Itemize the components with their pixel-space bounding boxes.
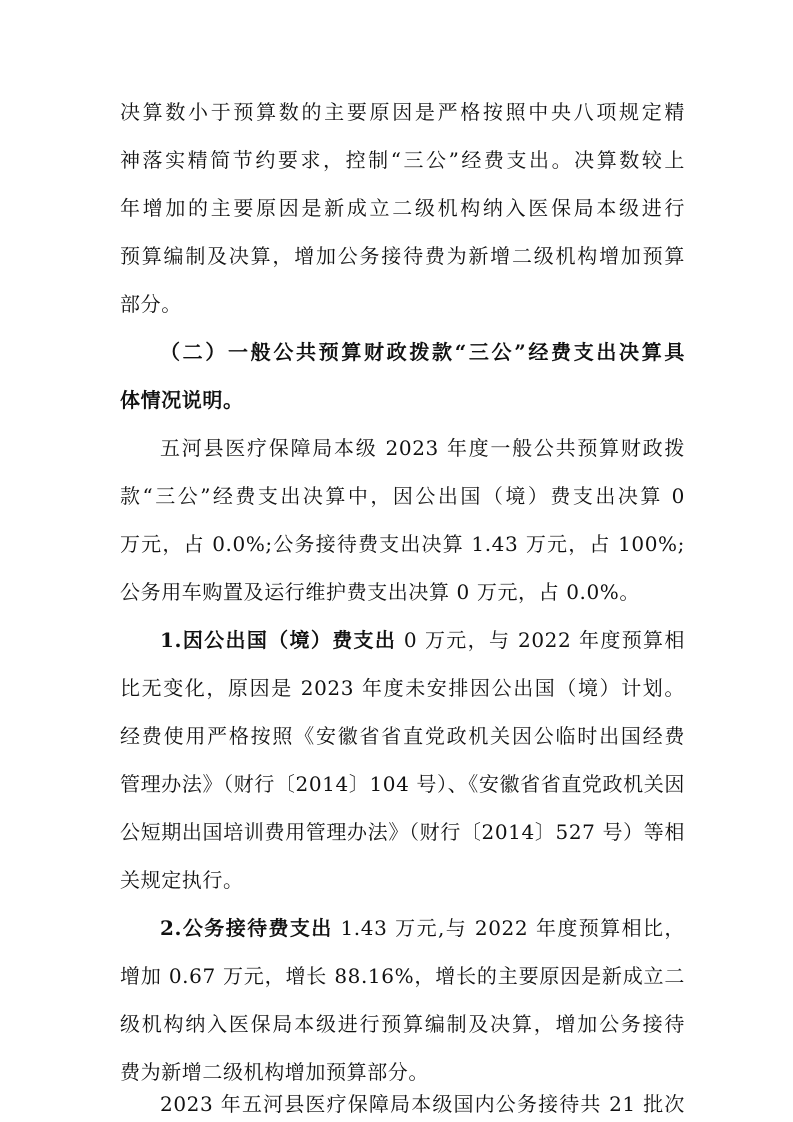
item-text: 1.43 万元,与 2022 年度预算相比， (332, 916, 685, 940)
paragraph-line: 万元，占 0.0%;公务接待费支出决算 1.43 万元，占 100%; (120, 532, 685, 556)
paragraph-line: 公短期出国培训费用管理办法》（财行〔2014〕527 号）等相 (120, 820, 685, 844)
paragraph-line: 费为新增二级机构增加预算部分。 (120, 1060, 429, 1084)
paragraph-line: 管理办法》（财行〔2014〕104 号）、《安徽省省直党政机关因 (120, 772, 685, 796)
paragraph-line: 比无变化，原因是 2023 年度未安排因公出国（境）计划。 (120, 676, 685, 700)
item-label: 2.公务接待费支出 (160, 916, 333, 940)
paragraph-line: 神落实精简节约要求，控制“三公”经费支出。决算数较上 (120, 148, 685, 172)
paragraph-line: 部分。 (120, 292, 182, 316)
paragraph-line: 级机构纳入医保局本级进行预算编制及决算，增加公务接待 (120, 1012, 685, 1036)
section-heading: 体情况说明。 (120, 388, 244, 412)
paragraph-line: 五河县医疗保障局本级 2023 年度一般公共预算财政拨 (160, 436, 685, 460)
paragraph-line: 款“三公”经费支出决算中，因公出国（境）费支出决算 0 (120, 484, 685, 508)
paragraph-line: 2023 年五河县医疗保障局本级国内公务接待共 21 批次 (160, 1092, 685, 1116)
item-label: 1.因公出国（境）费支出 (160, 628, 397, 652)
paragraph-line: 年增加的主要原因是新成立二级机构纳入医保局本级进行 (120, 196, 685, 220)
section-heading: （二）一般公共预算财政拨款“三公”经费支出决算具 (160, 340, 685, 364)
paragraph-line: 增加 0.67 万元，增长 88.16%，增长的主要原因是新成立二 (120, 964, 685, 988)
item-text: 0 万元，与 2022 年度预算相 (396, 628, 685, 652)
item-first-line (160, 914, 685, 942)
paragraph-line: 预算编制及决算，增加公务接待费为新增二级机构增加预算 (120, 244, 685, 268)
paragraph-line: 关规定执行。 (120, 868, 244, 892)
item-first-line (160, 626, 685, 654)
paragraph-line: 公务用车购置及运行维护费支出决算 0 万元，占 0.0%。 (120, 580, 641, 604)
paragraph-line: 决算数小于预算数的主要原因是严格按照中央八项规定精 (120, 100, 685, 124)
paragraph-line: 经费使用严格按照《安徽省省直党政机关因公临时出国经费 (120, 724, 685, 748)
